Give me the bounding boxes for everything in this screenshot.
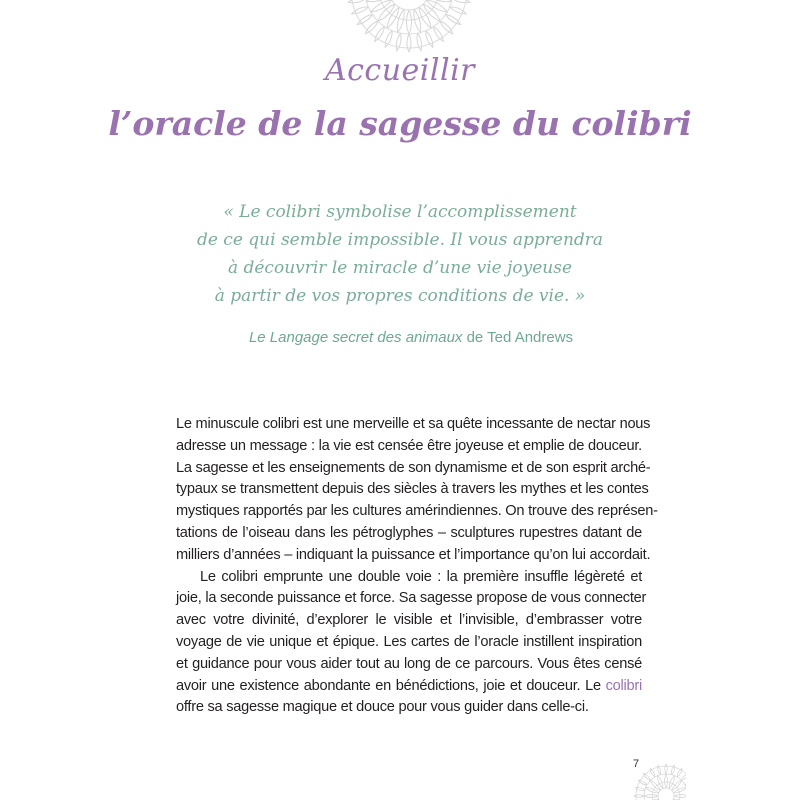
body-line bbox=[176, 676, 642, 698]
highlighted-word-colibri: colibri bbox=[605, 677, 642, 694]
body-line-segment: avoir une existence abondante en bénédictions, joie et douceur. Le bbox=[176, 677, 606, 694]
body-line: typaux se transmettent depuis des siècles à travers les mythes et les contes bbox=[176, 481, 649, 498]
epigraph-quote bbox=[180, 198, 620, 310]
body-line: et guidance pour vous aider tout au long de ce parcours. Vous êtes censé bbox=[176, 655, 642, 672]
epigraph-line: de ce qui semble impossible. Il vous apprendra bbox=[196, 230, 604, 250]
body-line: offre sa sagesse magique et douce pour vous guider dans celle-ci. bbox=[176, 699, 589, 716]
epigraph-line: « Le colibri symbolise l’accomplissement bbox=[223, 202, 577, 222]
epigraph-book-title: Le Langage secret des animaux bbox=[248, 329, 463, 346]
body-line: milliers d’années – indiquant la puissance et l’importance qu’on lui accordait. bbox=[176, 546, 651, 563]
body-line: tations de l’oiseau dans les pétroglyphes – sculptures rupestres datant de bbox=[176, 524, 642, 541]
body-line: Le minuscule colibri est une merveille et sa quête incessante de nectar nous bbox=[176, 416, 651, 432]
epigraph-line: à découvrir le miracle d’une vie joyeuse bbox=[227, 258, 573, 278]
epigraph-attribution bbox=[0, 329, 800, 346]
body-line: voyage de vie unique et épique. Les cartes de l’oracle instillent inspiration bbox=[176, 633, 642, 650]
page-number: 7 bbox=[633, 758, 640, 770]
body-line: avec votre divinité, d’explorer le visible et l’invisible, d’embrasser votre bbox=[176, 612, 642, 629]
body-line: Le colibri emprunte une double voie : la première insuffle légèreté et bbox=[200, 568, 642, 585]
body-line: adresse un message : la vie est censée être joyeuse et emplie de douceur. bbox=[176, 437, 642, 454]
mandala-ornament-corner bbox=[628, 752, 686, 800]
body-text bbox=[176, 414, 658, 719]
body-line: joie, la seconde puissance et force. Sa sagesse propose de vous connecter bbox=[176, 590, 647, 607]
body-line: mystiques rapportés par les cultures amérindiennes. On trouve des représen- bbox=[176, 503, 658, 520]
body-line: La sagesse et les enseignements de son dynamisme et de son esprit arché- bbox=[176, 459, 651, 476]
epigraph-line: à partir de vos propres conditions de vie. » bbox=[214, 286, 586, 306]
title-line-2: l’oracle de la sagesse du colibri bbox=[108, 104, 692, 143]
title-line-1: Accueillir bbox=[324, 53, 476, 88]
mandala-ornament-top bbox=[289, 0, 529, 52]
epigraph-author: de Ted Andrews bbox=[462, 329, 574, 346]
